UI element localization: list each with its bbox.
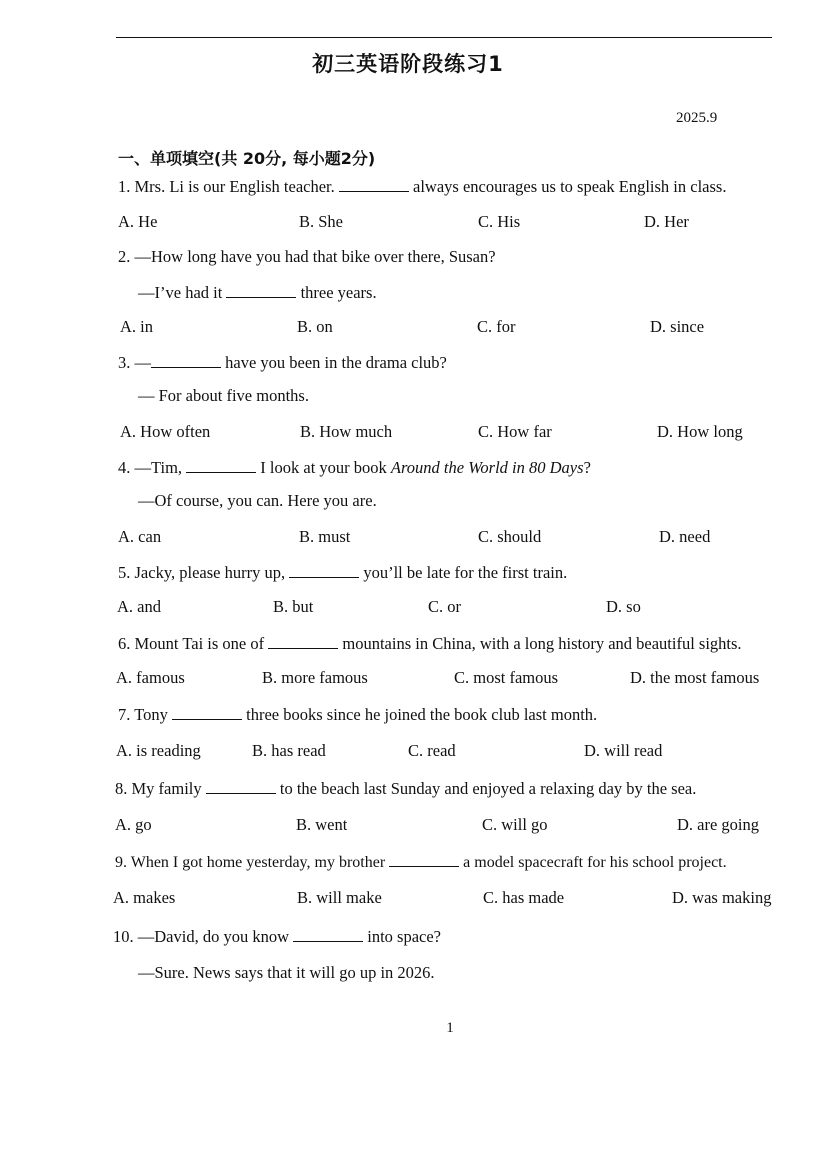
section-heading: 一、单项填空(共 20分, 每小题2分) [118, 149, 376, 168]
option-b: B. has read [252, 741, 326, 760]
question-4-reply: —Of course, you can. Here you are. [138, 491, 377, 510]
option-b: B. How much [300, 422, 393, 441]
option-a: A. makes [113, 888, 176, 907]
question-text: 8. My family [115, 779, 202, 798]
question-text: always encourages us to speak English in class. [413, 177, 727, 196]
question-5-stem [118, 562, 567, 583]
question-text: three books since he joined the book club last month. [246, 705, 598, 724]
question-3-reply: — For about five months. [138, 386, 309, 405]
question-text: three years. [300, 283, 377, 302]
question-text: you’ll be late for the first train. [363, 563, 568, 582]
question-10-reply: —Sure. News says that it will go up in 2026. [138, 963, 435, 982]
question-9-stem [115, 851, 727, 873]
answer-blank [289, 562, 359, 578]
question-3-stem [118, 352, 447, 373]
option-c: C. How far [478, 422, 552, 441]
option-d: D. Her [644, 212, 689, 231]
top-rule [116, 37, 772, 38]
option-d: D. so [606, 597, 641, 616]
answer-blank [293, 926, 363, 942]
question-text: 9. When I got home yesterday, my brother [115, 854, 386, 871]
option-d: D. the most famous [630, 668, 760, 687]
option-d: D. was making [672, 888, 772, 907]
option-b: B. on [297, 317, 333, 336]
option-b: B. more famous [262, 668, 368, 687]
question-8-stem [115, 778, 696, 799]
exam-date: 2025.9 [676, 110, 718, 126]
answer-blank [206, 778, 276, 794]
answer-blank [389, 851, 459, 867]
option-a: A. in [120, 317, 153, 336]
page-title: 初三英语阶段练习1 [312, 52, 504, 76]
question-text: 6. Mount Tai is one of [118, 634, 265, 653]
option-c: C. for [477, 317, 516, 336]
option-b: B. must [299, 527, 351, 546]
question-text: a model spacecraft for his school project. [463, 854, 727, 871]
question-text: 1. Mrs. Li is our English teacher. [118, 177, 335, 196]
book-title: Around the World in 80 Days [390, 458, 584, 477]
question-text: have you been in the drama club? [225, 353, 447, 372]
option-c: C. should [478, 527, 542, 546]
question-7-stem [118, 704, 597, 725]
question-text: to the beach last Sunday and enjoyed a relaxing day by the sea. [279, 779, 697, 798]
option-a: A. can [118, 527, 162, 546]
option-d: D. need [659, 527, 711, 546]
option-c: C. most famous [454, 668, 559, 687]
question-10-stem [113, 926, 441, 947]
question-6-stem [118, 633, 742, 654]
answer-blank [186, 457, 256, 473]
question-text: ? [583, 458, 591, 477]
option-a: A. How often [120, 422, 211, 441]
answer-blank [339, 176, 409, 192]
option-c: C. read [408, 741, 456, 760]
question-text: —I’ve had it [138, 283, 223, 302]
option-b: B. She [299, 212, 344, 231]
question-text: 10. —David, do you know [113, 927, 289, 946]
question-2-stem: 2. —How long have you had that bike over there, Susan? [118, 247, 496, 266]
question-text: 4. —Tim, [118, 458, 183, 477]
option-c: C. will go [482, 815, 548, 834]
option-a: A. famous [116, 668, 185, 687]
option-d: D. since [650, 317, 705, 336]
option-a: A. He [118, 212, 158, 231]
question-4-stem [118, 457, 591, 478]
option-a: A. is reading [116, 741, 201, 760]
option-d: D. are going [677, 815, 760, 834]
option-a: A. and [117, 597, 161, 616]
question-text: 5. Jacky, please hurry up, [118, 563, 286, 582]
option-d: D. How long [657, 422, 743, 441]
question-text: into space? [367, 927, 442, 946]
answer-blank [268, 633, 338, 649]
option-a: A. go [115, 815, 152, 834]
answer-blank [172, 704, 242, 720]
option-b: B. will make [297, 888, 382, 907]
question-text: 7. Tony [118, 705, 168, 724]
option-c: C. His [478, 212, 521, 231]
option-b: B. went [296, 815, 348, 834]
option-b: B. but [273, 597, 314, 616]
question-text: 3. — [118, 353, 151, 372]
question-text: I look at your book [260, 458, 387, 477]
question-text: mountains in China, with a long history and beautiful sights. [342, 634, 742, 653]
option-d: D. will read [584, 741, 663, 760]
question-2-reply [138, 282, 377, 303]
page-number: 1 [446, 1020, 454, 1036]
question-1-stem [118, 176, 726, 197]
option-c: C. or [428, 597, 461, 616]
option-c: C. has made [483, 888, 565, 907]
answer-blank [151, 352, 221, 368]
answer-blank [226, 282, 296, 298]
